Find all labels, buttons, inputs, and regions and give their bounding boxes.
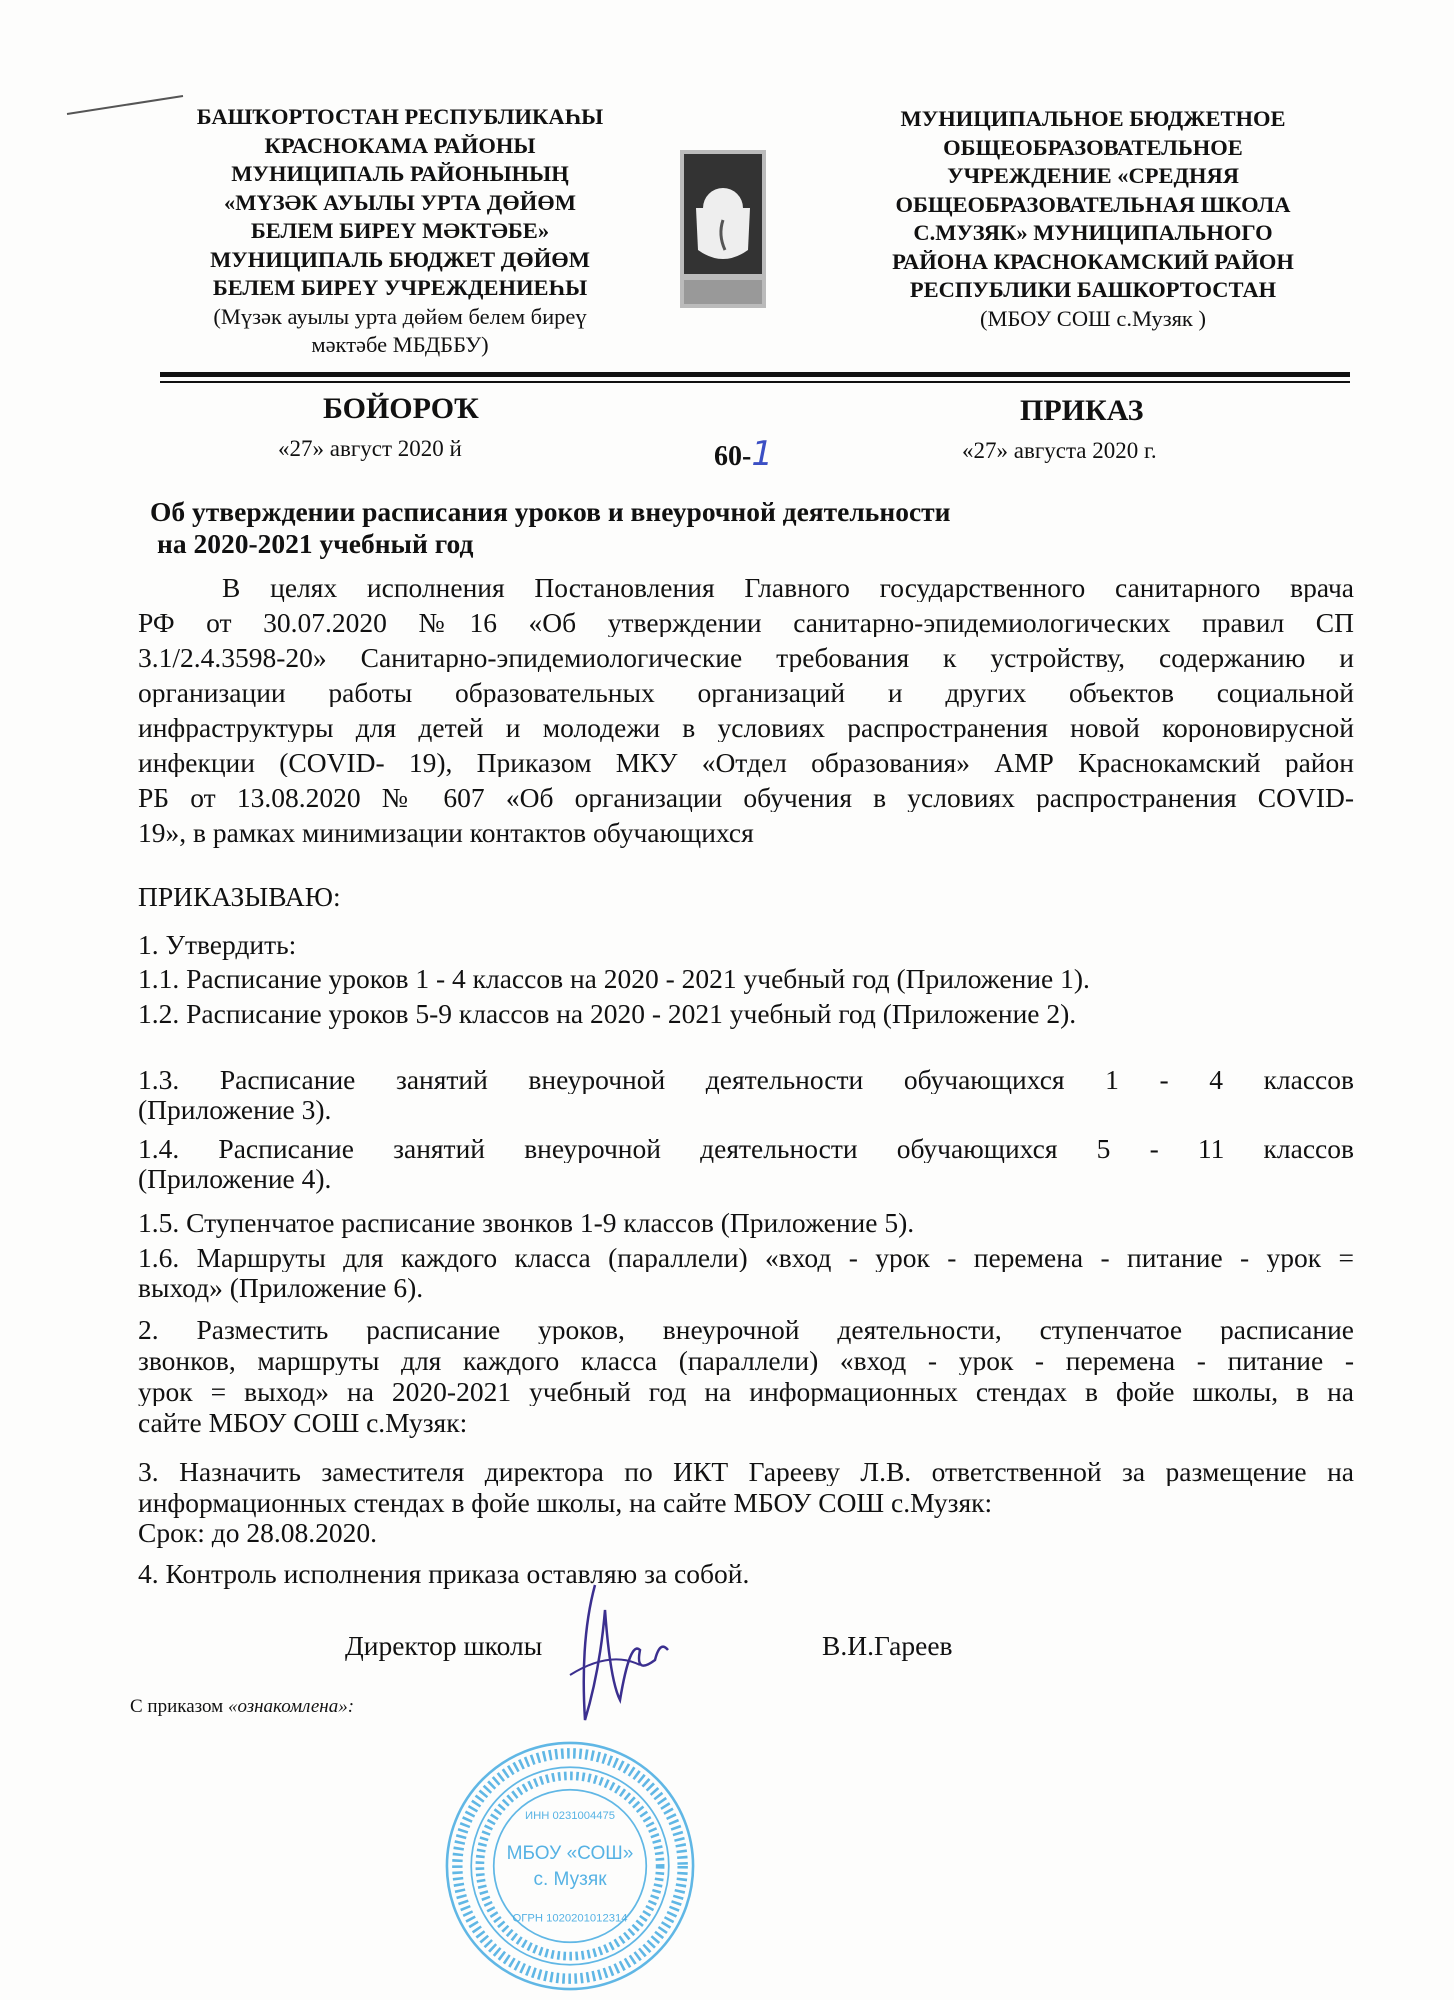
preamble-line: инфраструктуры для детей и молодежи в условиях распространения новой короновирусной bbox=[138, 714, 1354, 742]
header-short-name: (Мүзәк ауылы урта дөйөм белем биреү bbox=[213, 303, 587, 329]
signatory-name: В.И.Гареев bbox=[822, 1630, 953, 1661]
preamble-line: В целях исполнения Постановления Главного государственного санитарного врача bbox=[222, 574, 1354, 602]
order-item: 1.3. Расписание занятий внеурочной деятельности обучающихся 1 - 4 классов bbox=[138, 1066, 1354, 1094]
header-line: РЕСПУБЛИКИ БАШКОРТОСТАН bbox=[909, 277, 1277, 302]
preamble-line: организации работы образовательных организаций и других объектов социальной bbox=[138, 679, 1354, 707]
preamble-line: инфекции (COVID- 19), Приказом МКУ «Отдел образования» АМР Краснокамский район bbox=[138, 749, 1354, 777]
header-line: «МҮЗӘК АУЫЛЫ УРТА ДӨЙӨМ bbox=[223, 189, 577, 215]
header-russian bbox=[858, 105, 1328, 333]
header-line: С.МУЗЯК» МУНИЦИПАЛЬНОГО bbox=[913, 220, 1273, 245]
order-item: звонков, маршруты для каждого класса (параллели) «вход - урок - перемена - питание - bbox=[138, 1347, 1354, 1375]
order-number-printed: 60- bbox=[714, 441, 752, 472]
handwritten-signature bbox=[540, 1580, 670, 1730]
header-line: ОБЩЕОБРАЗОВАТЕЛЬНОЕ bbox=[943, 134, 1243, 160]
header-line: РАЙОНА КРАСНОКАМСКИЙ РАЙОН bbox=[892, 248, 1294, 274]
header-line: КРАСНОКАМА РАЙОНЫ bbox=[264, 132, 536, 158]
order-item: (Приложение 3). bbox=[138, 1094, 332, 1125]
order-number-handwritten: 1 bbox=[751, 434, 773, 474]
order-number bbox=[714, 434, 773, 474]
order-date-russian: «27» августа 2020 г. bbox=[962, 438, 1157, 463]
order-item: 1.5. Ступенчатое расписание звонков 1-9 классов (Приложение 5). bbox=[138, 1207, 915, 1238]
order-item: 3. Назначить заместителя директора по ИКТ Гарееву Л.В. ответственной за размещение на bbox=[138, 1458, 1354, 1486]
acknowledgement bbox=[130, 1696, 354, 1718]
stamp-center: с. Музяк bbox=[533, 1869, 607, 1891]
pen-mark bbox=[65, 90, 185, 120]
header-line: УЧРЕЖДЕНИЕ «СРЕДНЯЯ bbox=[947, 163, 1239, 188]
preamble-line: 3.1/2.4.3598-20» Санитарно-эпидемиологические требования к устройству, содержанию и bbox=[138, 644, 1354, 672]
order-item: 1.6. Маршруты для каждого класса (параллели) «вход - урок - перемена - питание - урок = bbox=[138, 1244, 1354, 1272]
order-item: урок = выход» на 2020-2021 учебный год на информационных стендах в фойе школы, в на bbox=[138, 1378, 1354, 1406]
header-line: МУНИЦИПАЛЬ РАЙОНЫНЫҢ bbox=[231, 161, 569, 186]
preamble-line: 19», в рамках минимизации контактов обучающихся bbox=[138, 817, 754, 848]
stamp-ogrn: ОГРН 1020201012314 bbox=[512, 1912, 628, 1925]
school-stamp bbox=[440, 1736, 700, 1996]
order-item: Срок: до 28.08.2020. bbox=[138, 1517, 377, 1548]
order-item: информационных стендах в фойе школы, на сайте МБОУ СОШ с.Музяк: bbox=[138, 1487, 993, 1518]
header-line: ОБЩЕОБРАЗОВАТЕЛЬНАЯ ШКОЛА bbox=[895, 191, 1291, 217]
ack-italic: «ознакомлена»: bbox=[227, 1696, 355, 1717]
order-item: 4. Контроль исполнения приказа оставляю за собой. bbox=[138, 1558, 750, 1589]
order-item: 1. Утвердить: bbox=[138, 929, 297, 960]
order-item: 1.2. Расписание уроков 5-9 классов на 2020 - 2021 учебный год (Приложение 2). bbox=[138, 998, 1077, 1029]
order-item: (Приложение 4). bbox=[138, 1163, 332, 1194]
order-item: выход» (Приложение 6). bbox=[138, 1272, 424, 1303]
order-subject: на 2020-2021 учебный год bbox=[157, 528, 474, 559]
stamp-center: МБОУ «СОШ» bbox=[506, 1843, 634, 1865]
preamble-line: РФ от 30.07.2020 №16 «Об утверждении санитарно-эпидемиологических правил СП bbox=[138, 609, 1354, 637]
order-date-bashkir: «27» август 2020 й bbox=[278, 436, 462, 461]
header-divider bbox=[160, 372, 1350, 377]
order-item: 1.1. Расписание уроков 1 - 4 классов на 2020 - 2021 учебный год (Приложение 1). bbox=[138, 963, 1090, 994]
header-short-name: мәктәбе МБДББУ) bbox=[311, 332, 489, 357]
preamble-line: РБ от 13.08.2020 № 607 «Об организации обучения в условиях распространения COVID- bbox=[138, 784, 1354, 812]
header-short-name: (МБОУ СОШ с.Музяк ) bbox=[980, 305, 1206, 331]
order-title-bashkir: БОЙОРОҠ bbox=[323, 392, 479, 425]
header-line: БЕЛЕМ БИРЕҮ УЧРЕЖДЕНИЕҺЫ bbox=[212, 275, 588, 300]
order-subject: Об утверждении расписания уроков и внеурочной деятельности bbox=[150, 496, 951, 527]
decree-heading: ПРИКАЗЫВАЮ: bbox=[138, 881, 341, 912]
signatory-position: Директор школы bbox=[345, 1630, 543, 1661]
header-line: БЕЛЕМ БИРЕҮ МӘКТӘБЕ» bbox=[250, 218, 550, 243]
school-emblem-icon bbox=[680, 150, 766, 308]
header-line: МУНИЦИПАЛЬНОЕ БЮДЖЕТНОЕ bbox=[900, 106, 1286, 131]
header-line: МУНИЦИПАЛЬ БЮДЖЕТ ДӨЙӨМ bbox=[210, 246, 590, 272]
header-bashkir bbox=[170, 103, 630, 360]
order-title-russian: ПРИКАЗ bbox=[1020, 394, 1144, 427]
order-item: 1.4. Расписание занятий внеурочной деятельности обучающихся 5 - 11 классов bbox=[138, 1135, 1354, 1163]
order-item: 2. Разместить расписание уроков, внеурочной деятельности, ступенчатое расписание bbox=[138, 1316, 1354, 1344]
ack-prefix: С приказом bbox=[130, 1696, 228, 1717]
stamp-inn: ИНН 0231004475 bbox=[524, 1810, 616, 1823]
header-divider bbox=[160, 381, 1350, 383]
order-item: сайте МБОУ СОШ с.Музяк: bbox=[138, 1407, 468, 1438]
header-line: БАШҠОРТОСТАН РЕСПУБЛИКАҺЫ bbox=[196, 104, 604, 129]
